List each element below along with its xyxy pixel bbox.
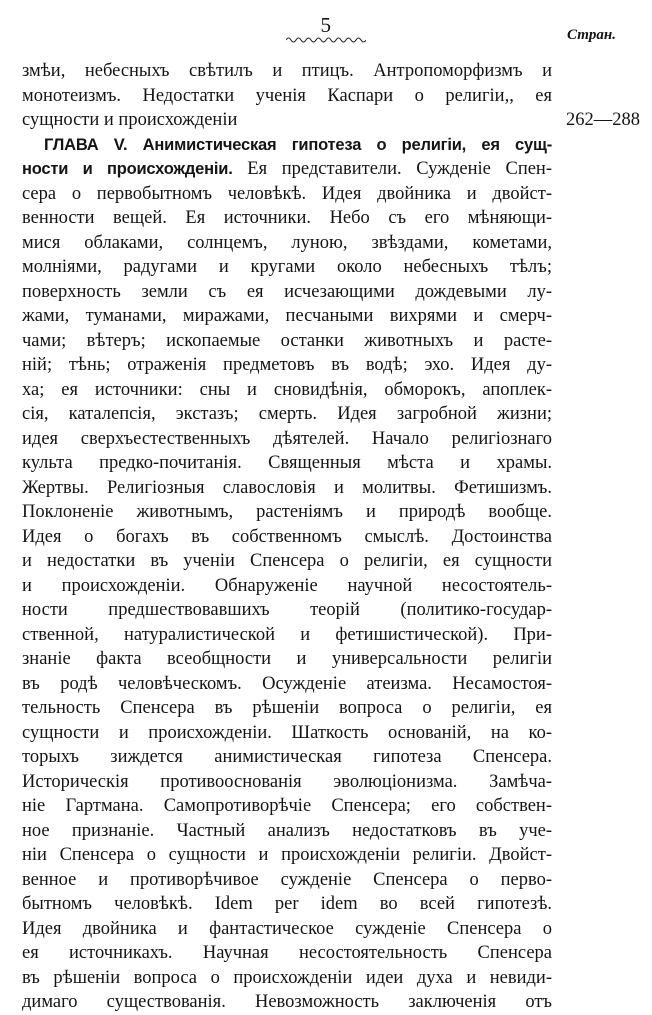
text-line: бытномъ человѣкѣ. Idem per idem во всей гипотезѣ. bbox=[22, 894, 552, 914]
text-line: ея источникахъ. Научная несостоятельность Спенсера bbox=[22, 943, 552, 963]
text-line: Идея о богахъ въ собственномъ смыслѣ. Достоинства bbox=[22, 526, 552, 547]
text-line: ное признаніе. Частный анализъ недостатковъ въ уче- bbox=[22, 820, 552, 841]
chapter-heading-line bbox=[22, 133, 552, 158]
text-line: Историческія противооснованія эволюціонизма. Замѣча- bbox=[22, 771, 552, 792]
text-line: молніями, радугами и кругами около небесныхъ тѣлъ; bbox=[22, 257, 552, 277]
text-line: мися облаками, солнцемъ, луною, звѣздами, кометами, bbox=[22, 232, 552, 253]
text-line: знаніе факта всеобщности и универсальности религіи bbox=[22, 649, 552, 669]
page-number: 5 bbox=[320, 13, 332, 37]
text-line: змѣи, небесныхъ свѣтилъ и птицъ. Антропоморфизмъ и bbox=[22, 61, 552, 81]
text-line: ности предшествовавшихъ теорій (политико-государ- bbox=[22, 600, 552, 620]
text-line: монотеизмъ. Недостатки ученія Каспари о религіи,, ея bbox=[22, 85, 552, 106]
text-line: въ родѣ человѣческомъ. Осужденіе атеизма. Несамостоя- bbox=[22, 673, 552, 694]
text-line bbox=[22, 157, 552, 182]
text-line: сущности и происхожденіи bbox=[22, 110, 238, 130]
text-line: сущности и происхожденіи. Шаткость основаній, на ко- bbox=[22, 722, 552, 743]
text-line: Идея двойника и фантастическое сужденіе Спенсера о bbox=[22, 918, 552, 939]
text-line: ственной, натуралистической и фетишистической). При- bbox=[22, 624, 552, 645]
text-line: чами; вѣтеръ; ископаемые останки животныхъ и расте- bbox=[22, 330, 552, 351]
text-line: венное и противорѣчивое сужденіе Спенсера о перво- bbox=[22, 869, 552, 890]
text-line: ній; тѣнь; отраженія предметовъ въ водѣ; эхо. Идея ду- bbox=[22, 355, 552, 375]
text-line: жами, туманами, миражами, песчаными вихрями и смерч- bbox=[22, 306, 552, 326]
text-line: ніе Гартмана. Самопротиворѣчіе Спенсера; его собствен- bbox=[22, 796, 552, 816]
text-line: идея сверхъестественныхъ дѣятелей. Начало религіознаго bbox=[22, 428, 552, 449]
text-line: ніи Спенсера о сущности и происхожденіи религіи. Двойст- bbox=[22, 845, 552, 865]
text-line: поверхность земли съ ея исчезающими дождевыми лу- bbox=[22, 281, 552, 302]
text-line: культа предко-почитанія. Священныя мѣста и храмы. bbox=[22, 453, 552, 473]
text-line-rest: Ея представители. Сужденіе Спен- bbox=[232, 159, 552, 179]
text-line: димаго существованія. Невозможность заключенія отъ bbox=[22, 992, 552, 1012]
text-line: въ рѣшеніи вопроса о происхожденіи идеи духа и невиди- bbox=[22, 967, 552, 988]
wavy-rule-ornament bbox=[286, 36, 366, 44]
text-line: и недостатки въ ученіи Спенсера о религіи, ея сущности bbox=[22, 551, 552, 571]
text-line: торыхъ зиждется анимистическая гипотеза Спенсера. bbox=[22, 747, 552, 767]
text-line: сера о первобытномъ человѣкѣ. Идея двойника и двойст- bbox=[22, 183, 552, 204]
chapter-heading-continued: ности и происхожденіи. bbox=[22, 160, 233, 178]
table-of-contents-text bbox=[22, 59, 552, 1015]
text-line: венности вещей. Ея источники. Небо съ его мѣняющи- bbox=[22, 208, 552, 228]
page-range: 262—288 bbox=[566, 110, 640, 130]
text-line: и происхожденіи. Обнаруженіе научной несостоятель- bbox=[22, 575, 552, 596]
chapter-heading: ГЛАВА V. Анимистическая гипотеза о религіи, ея сущ- bbox=[44, 135, 552, 154]
text-line: Жертвы. Религіозныя славословія и молитвы. Фетишизмъ. bbox=[22, 477, 552, 498]
text-line: тельность Спенсера въ рѣшеніи вопроса о религіи, ея bbox=[22, 698, 552, 718]
text-line: ха; ея источники: сны и сновидѣнія, обморокъ, апоплек- bbox=[22, 379, 552, 400]
text-line: Поклоненіе животнымъ, растеніямъ и природѣ вообще. bbox=[22, 502, 552, 522]
column-label: Стран. bbox=[567, 27, 616, 43]
text-line: сія, каталепсія, экстазъ; смерть. Идея загробной жизни; bbox=[22, 404, 552, 424]
